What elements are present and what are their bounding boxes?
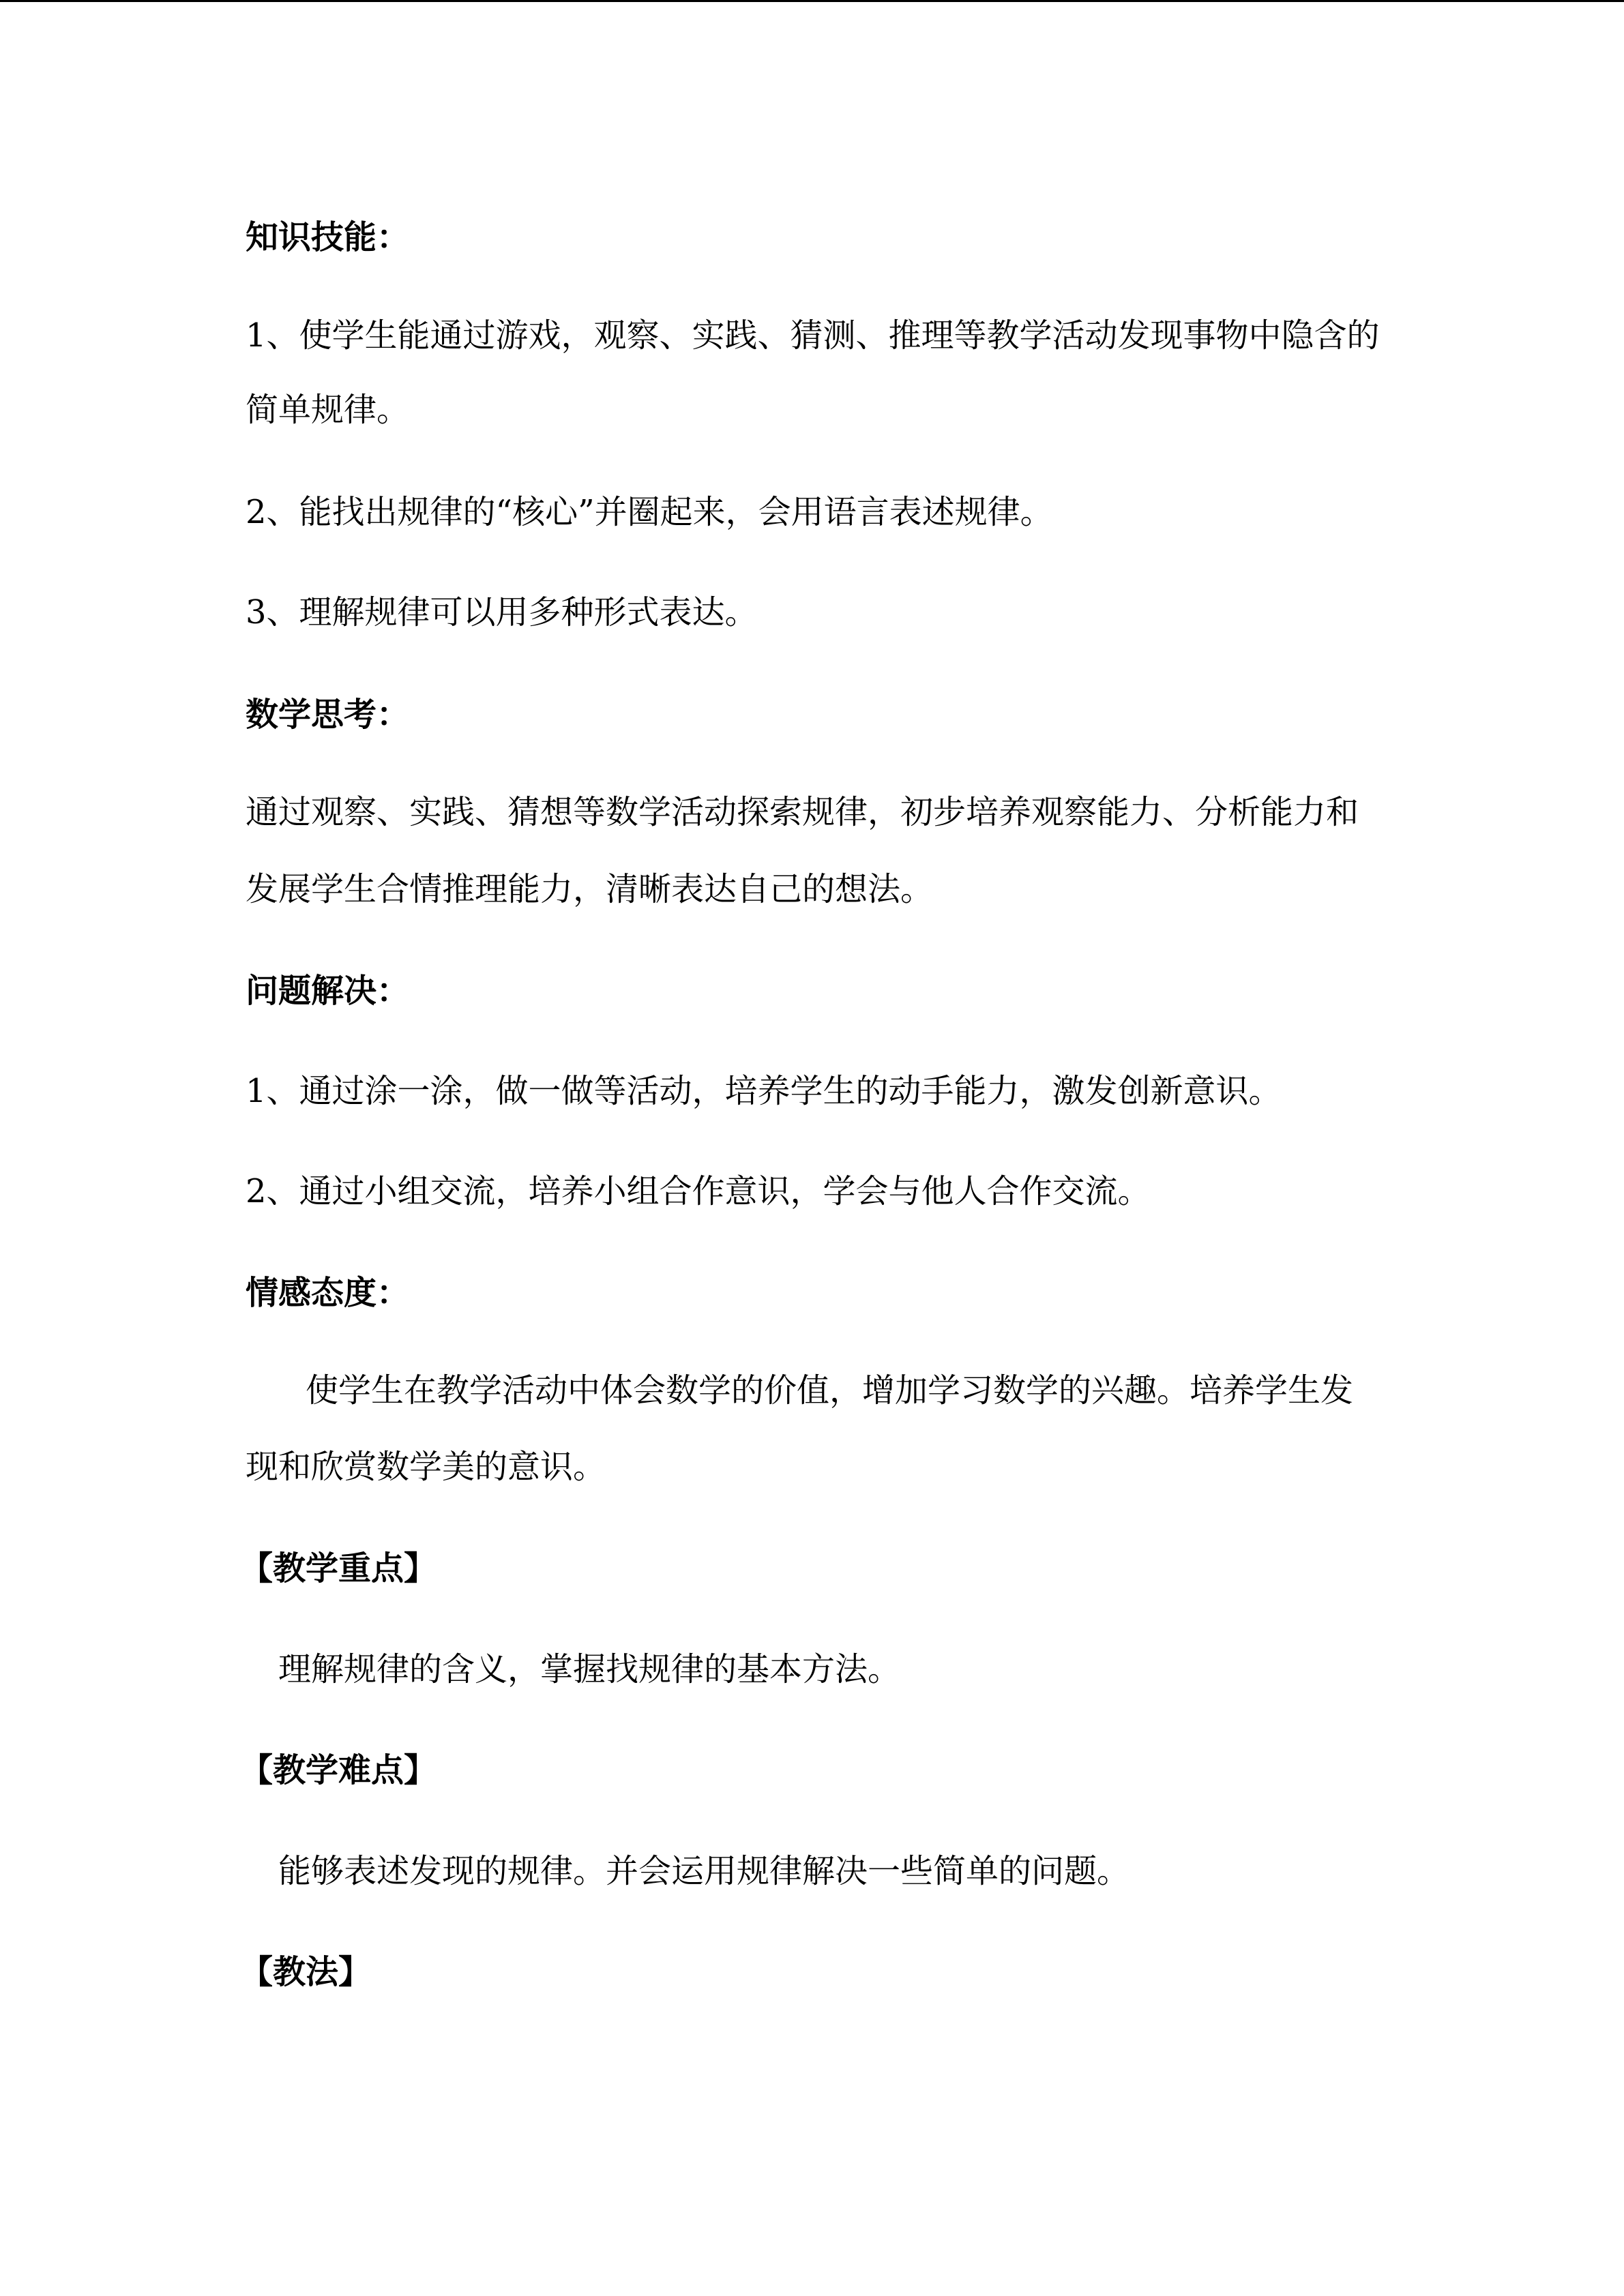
section-heading-teaching-focus: 【教学重点】 <box>240 1549 437 1587</box>
paragraph-line: 通过观察、实践、猜想等数学活动探索规律，初步培养观察能力、分析能力和 <box>246 793 1359 831</box>
paragraph-line: 使学生在教学活动中体会数学的价值，增加学习数学的兴趣。培养学生发 <box>306 1371 1354 1410</box>
paragraph-line: 发展学生合情推理能力，清晰表达自己的想法。 <box>246 870 934 908</box>
paragraph-line: 现和欣赏数学美的意识。 <box>246 1448 606 1486</box>
section-heading-teaching-difficulty: 【教学难点】 <box>240 1751 437 1789</box>
paragraph-line: 能够表述发现的规律。并会运用规律解决一些简单的问题。 <box>278 1852 1130 1890</box>
section-heading-teaching-method: 【教法】 <box>240 1953 372 1991</box>
section-heading-math-thinking: 数学思考： <box>246 696 410 734</box>
paragraph-line: 3、理解规律可以用多种形式表达。 <box>246 593 758 631</box>
paragraph-line: 2、能找出规律的“核心”并圈起来，会用语言表述规律。 <box>246 493 1053 531</box>
section-heading-emotional-attitude: 情感态度： <box>246 1274 410 1312</box>
section-heading-knowledge-skills: 知识技能： <box>246 218 410 256</box>
section-heading-problem-solving: 问题解决： <box>246 972 410 1010</box>
paragraph-line: 1、通过涂一涂，做一做等活动，培养学生的动手能力，激发创新意识。 <box>246 1072 1282 1110</box>
paragraph-line: 理解规律的含义，掌握找规律的基本方法。 <box>278 1650 901 1688</box>
paragraph-line: 2、通过小组交流，培养小组合作意识，学会与他人合作交流。 <box>246 1172 1151 1210</box>
paragraph-line: 1、使学生能通过游戏，观察、实践、猜测、推理等教学活动发现事物中隐含的 <box>246 316 1380 355</box>
paragraph-line: 简单规律。 <box>246 391 410 429</box>
